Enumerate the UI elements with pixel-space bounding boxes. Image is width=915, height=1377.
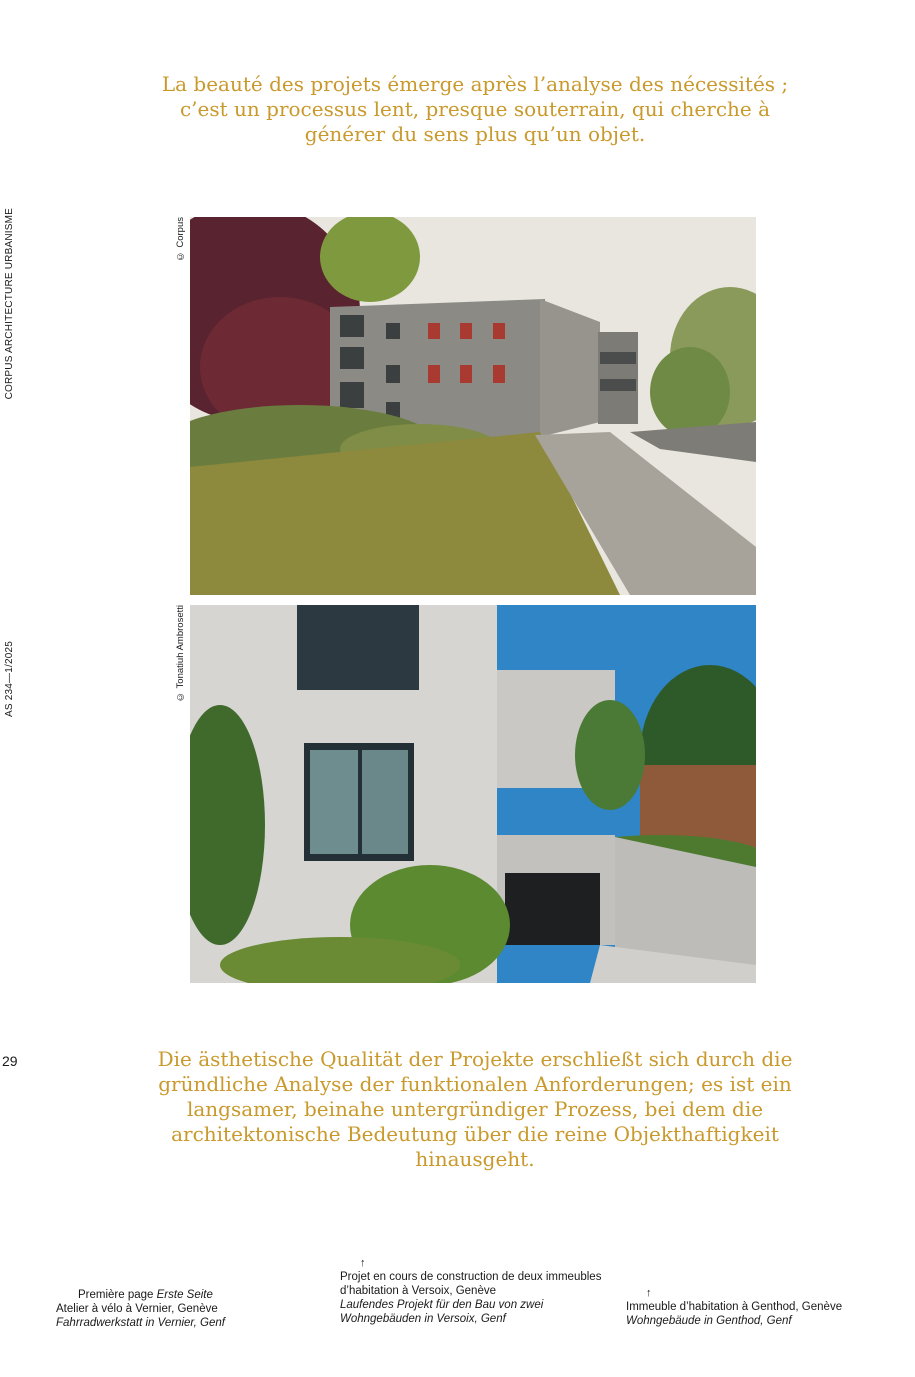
page-number: 29	[2, 1053, 18, 1069]
caption-first-page-heading-fr: Première page	[78, 1289, 154, 1301]
genthod-building-image	[190, 605, 756, 983]
caption-versoix-fr: Projet en cours de construction de deux immeubles d’habitation à Versoix, Genève	[340, 1271, 602, 1297]
photo-credit-2: © Tonatiuh Ambrosetti	[175, 605, 186, 702]
caption-first-page-de: Fahrradwerkstatt in Vernier, Genf	[56, 1317, 225, 1329]
pull-quote-german: Die ästhetische Qualität der Projekte erschließt sich durch die gründliche Analyse der funktionalen Anforderungen; es ist ein langsamer, beinahe untergründiger Prozess, bei dem die architektonische Bedeutung über die reine Objekthaftigkeit hinausgeht.	[157, 1047, 793, 1171]
caption-versoix-de: Laufendes Projekt für den Bau von zwei Wohngebäuden in Versoix, Genf	[340, 1299, 544, 1325]
caption-genthod-de: Wohngebäude in Genthod, Genf	[626, 1315, 792, 1327]
arrow-up-icon: ↑	[360, 1257, 366, 1269]
caption-versoix	[340, 1256, 602, 1326]
pull-quote-french: La beauté des projets émerge après l’analyse des nécessités ; c’est un processus lent, presque souterrain, qui cherche à générer du sens plus qu’un objet.	[161, 72, 789, 146]
side-issue-label: AS 234—1/2025	[4, 641, 15, 717]
caption-genthod-fr: Immeuble d’habitation à Genthod, Genève	[626, 1301, 843, 1313]
caption-first-page-fr: Atelier à vélo à Vernier, Genève	[56, 1303, 218, 1315]
photo-credit-1: © Corpus	[175, 217, 186, 262]
versoix-rendering-image	[190, 217, 756, 595]
photo-genthod-building	[190, 605, 756, 983]
photo-versoix-rendering	[190, 217, 756, 595]
caption-genthod	[626, 1286, 842, 1328]
side-publisher-label: CORPUS ARCHITECTURE URBANISME	[4, 208, 15, 400]
caption-first-page-heading	[56, 1288, 225, 1302]
arrow-up-icon: ↑	[646, 1287, 652, 1299]
caption-first-page	[56, 1288, 225, 1330]
caption-first-page-heading-de: Erste Seite	[156, 1289, 213, 1301]
